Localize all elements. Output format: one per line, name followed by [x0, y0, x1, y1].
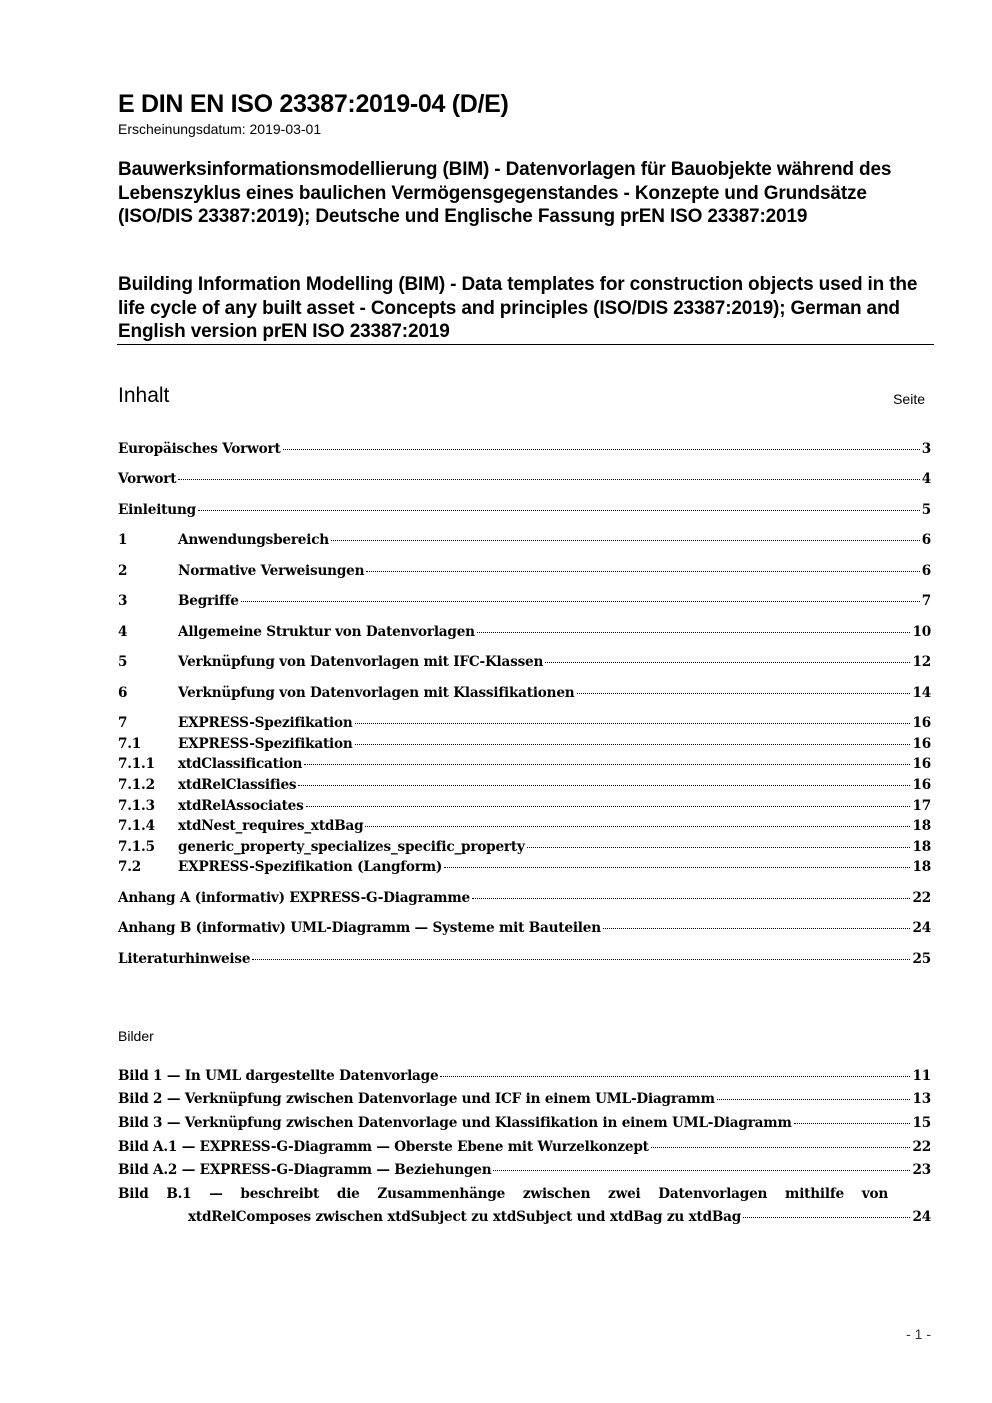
- toc-entry-page: 12: [912, 654, 931, 670]
- toc-entry-number: 7.1.3: [118, 798, 155, 814]
- toc-entry[interactable]: [118, 715, 931, 735]
- page-number: - 1 -: [906, 1326, 931, 1342]
- toc-entry-page: 18: [912, 818, 931, 834]
- toc-leader: [366, 571, 919, 572]
- toc-leader: [178, 479, 919, 480]
- toc-entry-title: Literaturhinweise: [118, 951, 251, 967]
- figure-leader: [717, 1099, 911, 1100]
- toc-entry-page: 25: [912, 951, 931, 967]
- figures-heading: Bilder: [118, 1028, 154, 1044]
- toc-leader: [298, 785, 910, 786]
- toc-entry-number: 7.1.1: [118, 756, 155, 772]
- toc-leader: [545, 662, 910, 663]
- figure-entry-title: Bild 3 — Verknüpfung zwischen Datenvorlage und Klassifikation in einem UML-Diagramm: [118, 1115, 792, 1131]
- toc-leader: [241, 601, 920, 602]
- toc-entry-page: 24: [912, 920, 931, 936]
- toc-entry-number: 7.1.2: [118, 777, 155, 793]
- toc-entry-title: Verknüpfung von Datenvorlagen mit IFC-Klassen: [178, 654, 544, 670]
- toc-entry-page: 6: [921, 532, 931, 548]
- toc-entry-page: 16: [912, 777, 931, 793]
- toc-entry-number: 7.2: [118, 859, 142, 875]
- figure-entry[interactable]: [118, 1162, 931, 1182]
- toc-leader: [527, 847, 911, 848]
- toc-entry-title: Begriffe: [178, 593, 239, 609]
- toc-entry-page: 16: [912, 715, 931, 731]
- toc-entry[interactable]: [118, 563, 931, 583]
- toc-entry-page: 16: [912, 736, 931, 752]
- toc-entry-number: 6: [118, 685, 128, 701]
- toc-leader: [306, 806, 911, 807]
- toc-entry[interactable]: [118, 471, 931, 491]
- figure-entry[interactable]: [118, 1091, 931, 1111]
- figure-entry[interactable]: [118, 1068, 931, 1088]
- toc-entry[interactable]: [118, 441, 931, 461]
- toc-entry-number: 5: [118, 654, 128, 670]
- figure-entry[interactable]: [118, 1139, 931, 1159]
- toc-entry-number: 3: [118, 593, 128, 609]
- toc-entry-page: 18: [912, 839, 931, 855]
- figure-entry-title: Bild 1 — In UML dargestellte Datenvorlage: [118, 1068, 439, 1084]
- figure-leader: [794, 1123, 911, 1124]
- toc-entry[interactable]: [118, 839, 931, 859]
- figure-entry-b1-line2[interactable]: [188, 1209, 931, 1225]
- toc-entry[interactable]: [118, 532, 931, 552]
- toc-entry[interactable]: [118, 685, 931, 705]
- figure-entry-page: 13: [912, 1091, 931, 1107]
- toc-entry-page: 14: [912, 685, 931, 701]
- toc-leader: [331, 540, 920, 541]
- figure-entry-page: 22: [912, 1139, 931, 1155]
- toc-entry[interactable]: [118, 777, 931, 797]
- toc-leader: [252, 959, 910, 960]
- toc-entry-title: Vorwort: [118, 471, 177, 487]
- figure-leader: [651, 1147, 911, 1148]
- title-english: Building Information Modelling (BIM) - Data templates for construction objects used in the life cycle of any built asset - Concepts and principles (ISO/DIS 23387:2019); German and English version prEN ISO 23387:2019: [118, 274, 918, 342]
- title-german: Bauwerksinformationsmodellierung (BIM) - Datenvorlagen für Bauobjekte während des Lebenszyklus eines baulichen Vermögensgegenstandes - Konzepte und Grundsätze (ISO/DIS 23387:2019); Deutsche und Englische Fassung prEN ISO 23387:2019: [118, 159, 892, 227]
- toc-entry-number: 7: [118, 715, 128, 731]
- publication-date: Erscheinungsdatum: 2019-03-01: [118, 121, 322, 137]
- toc-entry[interactable]: [118, 890, 931, 910]
- toc-entry[interactable]: [118, 920, 931, 940]
- toc-entry[interactable]: [118, 654, 931, 674]
- figure-entry-page: 11: [912, 1068, 931, 1084]
- toc-entry-title: Anhang A (informativ) EXPRESS-G-Diagramme: [118, 890, 470, 906]
- toc-entry[interactable]: [118, 859, 931, 879]
- toc-leader: [304, 764, 910, 765]
- toc-entry-page: 10: [912, 624, 931, 640]
- toc-leader: [444, 867, 910, 868]
- toc-entry-number: 4: [118, 624, 128, 640]
- figure-leader: [743, 1217, 910, 1218]
- toc-entry-title: Anwendungsbereich: [178, 532, 329, 548]
- toc-entry[interactable]: [118, 736, 931, 756]
- figure-entry[interactable]: [118, 1115, 931, 1135]
- toc-entry-number: 1: [118, 532, 128, 548]
- toc-entry-page: 7: [921, 593, 931, 609]
- toc-leader: [198, 510, 920, 511]
- toc-entry[interactable]: [118, 756, 931, 776]
- toc-entry-title: xtdRelAssociates: [178, 798, 304, 814]
- toc-entry[interactable]: [118, 502, 931, 522]
- toc-entry-page: 16: [912, 756, 931, 772]
- toc-page-label: Seite: [893, 391, 925, 407]
- document-number: E DIN EN ISO 23387:2019-04 (D/E): [118, 90, 509, 118]
- toc-entry-title: Normative Verweisungen: [178, 563, 365, 579]
- toc-entry-title: generic_property_specializes_specific_property: [178, 839, 525, 855]
- figure-leader: [440, 1076, 910, 1077]
- toc-entry-page: 6: [921, 563, 931, 579]
- figure-entry-title: Bild A.2 — EXPRESS-G-Diagramm — Beziehungen: [118, 1162, 492, 1178]
- figure-entry-page: 24: [912, 1209, 931, 1225]
- toc-leader: [355, 744, 911, 745]
- toc-entry[interactable]: [118, 593, 931, 613]
- toc-entry-title: xtdNest_requires_xtdBag: [178, 818, 364, 834]
- toc-entry-title: Einleitung: [118, 502, 196, 518]
- toc-entry[interactable]: [118, 798, 931, 818]
- toc-entry[interactable]: [118, 818, 931, 838]
- toc-leader: [477, 632, 911, 633]
- figure-entry-title: Bild A.1 — EXPRESS-G-Diagramm — Oberste Ebene mit Wurzelkonzept: [118, 1139, 649, 1155]
- title-divider: [117, 344, 934, 345]
- toc-leader: [577, 693, 911, 694]
- toc-entry-title: EXPRESS-Spezifikation: [178, 736, 353, 752]
- toc-entry-number: 7.1.5: [118, 839, 155, 855]
- toc-entry-number: 7.1: [118, 736, 142, 752]
- toc-entry[interactable]: [118, 624, 931, 644]
- toc-entry-page: 22: [912, 890, 931, 906]
- toc-entry-title: Europäisches Vorwort: [118, 441, 281, 457]
- toc-entry-title: Anhang B (informativ) UML-Diagramm — Systeme mit Bauteilen: [118, 920, 601, 936]
- toc-entry-title: xtdRelClassifies: [178, 777, 297, 793]
- figure-entry-page: 23: [912, 1162, 931, 1178]
- toc-entry-page: 5: [921, 502, 931, 518]
- toc-leader: [365, 826, 910, 827]
- toc-entry-title: xtdClassification: [178, 756, 303, 772]
- toc-entry-page: 4: [921, 471, 931, 487]
- toc-heading: Inhalt: [118, 384, 170, 407]
- figure-entry-title: Bild 2 — Verknüpfung zwischen Datenvorlage und ICF in einem UML-Diagramm: [118, 1091, 715, 1107]
- toc-leader: [472, 898, 910, 899]
- figure-entry-title: xtdRelComposes zwischen xtdSubject zu xtdSubject und xtdBag zu xtdBag: [188, 1209, 742, 1225]
- toc-leader: [603, 928, 911, 929]
- toc-leader: [283, 449, 920, 450]
- toc-entry-page: 18: [912, 859, 931, 875]
- toc-entry-title: EXPRESS-Spezifikation: [178, 715, 353, 731]
- toc-entry[interactable]: [118, 951, 931, 971]
- toc-entry-number: 7.1.4: [118, 818, 155, 834]
- toc-entry-number: 2: [118, 563, 128, 579]
- figure-leader: [493, 1170, 910, 1171]
- toc-leader: [355, 723, 911, 724]
- figure-entry-page: 15: [912, 1115, 931, 1131]
- toc-entry-title: EXPRESS-Spezifikation (Langform): [178, 859, 443, 875]
- toc-entry-page: 3: [921, 441, 931, 457]
- toc-entry-title: Verknüpfung von Datenvorlagen mit Klassifikationen: [178, 685, 575, 701]
- toc-entry-page: 17: [912, 798, 931, 814]
- figure-entry-b1-line1[interactable]: Bild B.1 — beschreibt die Zusammenhänge zwischen zwei Datenvorlagen mithilfe von: [118, 1186, 888, 1202]
- toc-entry-title: Allgemeine Struktur von Datenvorlagen: [178, 624, 475, 640]
